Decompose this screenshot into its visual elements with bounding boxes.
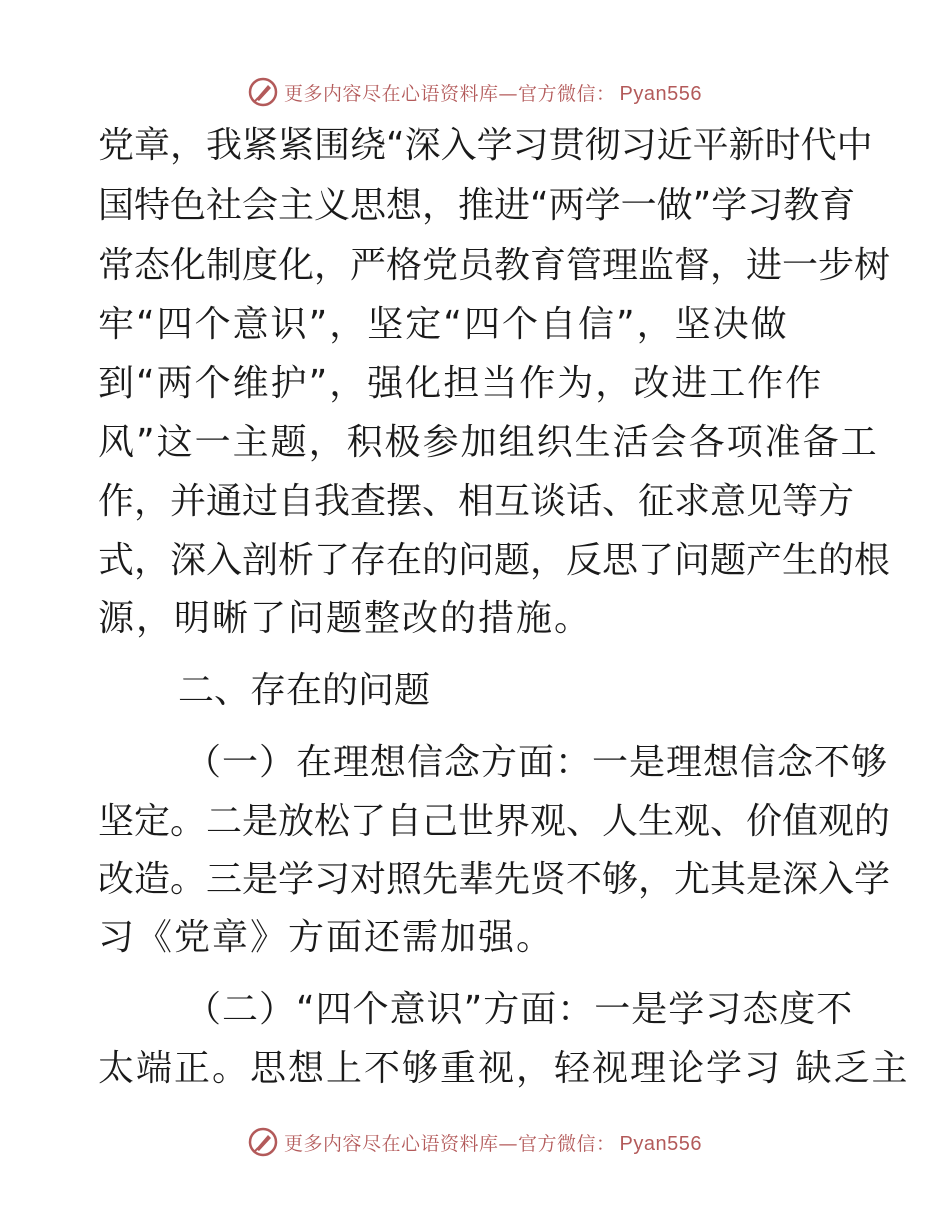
body-line: 改造。三是学习对照先辈先贤不够，尤其是深入学 [98,859,891,900]
body-line: 到“两个维护”，强化担当作为，改进工作作 [98,363,824,404]
body-line: 源，明晰了问题整改的措施。 [98,598,593,639]
body-line: （一）在理想信念方面：一是理想信念不够 [185,742,889,783]
body-line: 党章，我紧紧围绕“深入学习贯彻习近平新时代中 [98,125,873,166]
body-line: 式，深入剖析了存在的问题，反思了问题产生的根 [98,540,891,581]
body-line: 牢“四个意识”，坚定“四个自信”，坚决做 [98,304,789,345]
watermark-footer [0,1122,950,1162]
watermark-text: 更多内容尽在心语资料库—官方微信： Pyan556 [284,1132,702,1155]
section-heading: 二、存在的问题 [178,670,431,711]
watermark-text: 更多内容尽在心语资料库—官方微信： Pyan556 [284,82,702,105]
body-line: 习《党章》方面还需加强。 [98,917,555,958]
body-line: 坚定。二是放松了自己世界观、人生观、价值观的 [98,801,891,842]
watermark-handle: Pyan556 [619,82,702,105]
watermark-handle: Pyan556 [619,1132,702,1155]
body-line: 太端正。思想上不够重视，轻视理论学习 缺乏主 [98,1048,910,1089]
quill-logo-icon [248,1127,278,1157]
body-line: （二）“四个意识”方面：一是学习态度不 [185,989,854,1030]
body-line: 作，并通过自我查摆、相互谈话、征求意见等方 [98,481,855,522]
quill-logo-icon [248,77,278,107]
body-line: 风”这一主题，积极参加组织生活会各项准备工 [98,422,879,463]
watermark-header [0,72,950,112]
body-line: 常态化制度化，严格党员教育管理监督，进一步树 [98,245,891,286]
body-line: 国特色社会主义思想，推进“两学一做”学习教育 [98,185,856,226]
